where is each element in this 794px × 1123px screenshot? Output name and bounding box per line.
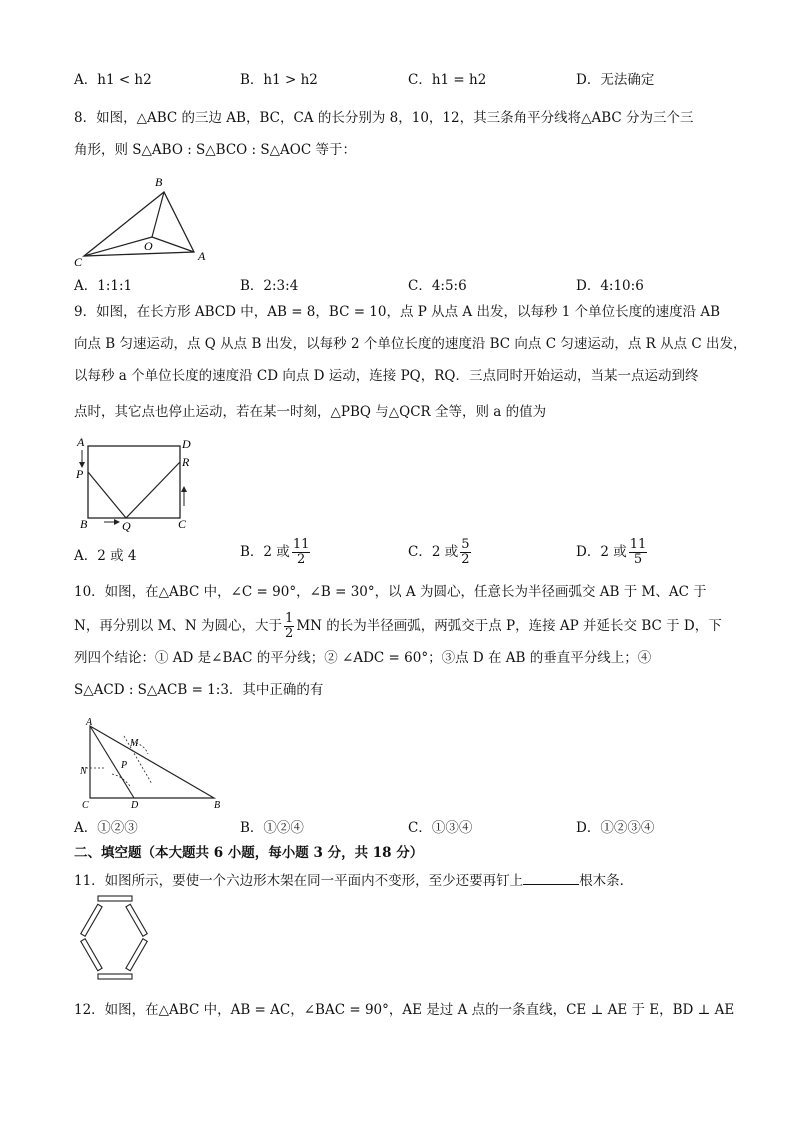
q11-answer-blank[interactable] — [523, 870, 579, 885]
q8-label-c: C — [74, 255, 83, 267]
q9-option-a: A．2 或 4 — [74, 548, 137, 564]
q9-label-q: Q — [122, 519, 131, 533]
q8-option-b: B．2:3:4 — [240, 278, 299, 294]
q7-option-d: D．无法确定 — [576, 72, 655, 88]
q9-text-line1: 9．如图，在长方形 ABCD 中，AB = 8，BC = 10，点 P 从点 A 出发，以每秒 1 个单位长度的速度沿 AB — [74, 304, 721, 320]
q7-option-b: B．h1 > h2 — [240, 72, 318, 88]
q7-option-a: A．h1 < h2 — [74, 72, 152, 88]
q10-option-b: B．①②④ — [240, 820, 304, 836]
q9-text-line4: 点时，其它点也停止运动，若在某一时刻，△PBQ 与△QCR 全等，则 a 的值为 — [74, 404, 547, 420]
q8-text-line2: 角形，则 S△ABO : S△BCO : S△AOC 等于： — [74, 142, 356, 158]
q8-option-a: A．1:1:1 — [74, 278, 133, 294]
q10-text-line2: N，再分别以 M、N 为圆心，大于 $\frac{1}{2}$ MN 的长为半径画弧，两弧交于点 P，连接 AP 并延长交 BC 于 D，下 — [74, 611, 722, 641]
q8-text-line1: 8．如图，△ABC 的三边 AB，BC，CA 的长分别为 8，10，12，其三条角平分线将△ABC 分为三个三 — [74, 110, 694, 126]
q10-label-c: C — [82, 800, 89, 811]
q8-option-d: D．4:10:6 — [576, 278, 644, 294]
q10-option-d: D．①②③④ — [576, 820, 655, 836]
q8-option-c: C．4:5:6 — [408, 278, 467, 294]
q8-label-b: B — [155, 175, 163, 189]
q10-triangle-figure — [74, 716, 234, 816]
q10-option-c: C．①③④ — [408, 820, 473, 836]
q10-text-line4: S△ACD : S△ACB = 1:3．其中正确的有 — [74, 682, 324, 698]
section-fill-in-title: 二、填空题（本大题共 6 小题，每小题 3 分，共 18 分） — [74, 845, 424, 861]
q9-option-b-denominator: 2 — [296, 552, 306, 567]
q10-text-line3: 列四个结论：① AD 是∠BAC 的平分线；② ∠ADC = 60°；③点 D 在 AB 的垂直平分线上；④ — [74, 650, 652, 666]
q8-triangle-figure — [74, 172, 224, 267]
q7-option-c: C．h1 = h2 — [408, 72, 487, 88]
q10-label-m: M — [130, 738, 139, 749]
q9-label-d: D — [182, 437, 191, 451]
q9-label-c: C — [178, 517, 187, 531]
q9-text-line2: 向点 B 匀速运动，点 Q 从点 B 出发，以每秒 2 个单位长度的速度沿 BC 向点 C 匀速运动，点 R 从点 C 出发， — [74, 336, 747, 352]
q10-label-a: A — [86, 717, 93, 728]
q8-label-a: A — [198, 249, 206, 263]
q10-label-p: P — [121, 760, 128, 771]
q11-hexagon-frame-figure — [72, 892, 156, 984]
q9-option-d-denominator: 5 — [633, 552, 643, 567]
q9-option-b-numerator: 11 — [292, 537, 310, 552]
q10-text-line1: 10．如图，在△ABC 中，∠C = 90°，∠B = 30°，以 A 为圆心，任意长为半径画弧交 AB 于 M、AC 于 — [74, 584, 707, 600]
q12-text-line1: 12．如图，在△ABC 中，AB = AC，∠BAC = 90°，AE 是过 A 点的一条直线，CE ⊥ AE 于 E，BD ⊥ AE — [74, 1002, 735, 1018]
q9-label-r: R — [182, 455, 190, 469]
q9-option-d: D．2 或 $\frac{11}{5}$ — [576, 537, 647, 567]
q9-label-p: P — [76, 467, 84, 481]
q9-text-line3: 以每秒 a 个单位长度的速度沿 CD 向点 D 运动，连接 PQ，RQ．三点同时开始运动，当某一点运动到终 — [74, 368, 699, 384]
q10-label-b: B — [214, 800, 221, 811]
q9-option-c: C．2 或 $\frac{5}{2}$ — [408, 537, 470, 567]
q9-option-c-numerator: 5 — [461, 537, 470, 552]
q9-label-a: A — [77, 436, 85, 449]
q10-label-d: D — [131, 800, 139, 811]
q11-text: 11．如图所示，要使一个六边形木架在同一平面内不变形，至少还要再钉上 根木条． — [74, 870, 734, 891]
q9-rectangle-figure — [74, 436, 204, 534]
q9-option-b: B．2 或 $\frac{11}{2}$ — [240, 537, 310, 567]
q9-option-c-denominator: 2 — [461, 552, 470, 567]
q8-label-o: O — [144, 239, 153, 253]
q9-label-b: B — [80, 517, 88, 531]
q10-option-a: A．①②③ — [74, 820, 138, 836]
q9-option-d-numerator: 11 — [629, 537, 647, 552]
q10-label-n: N — [80, 766, 87, 777]
